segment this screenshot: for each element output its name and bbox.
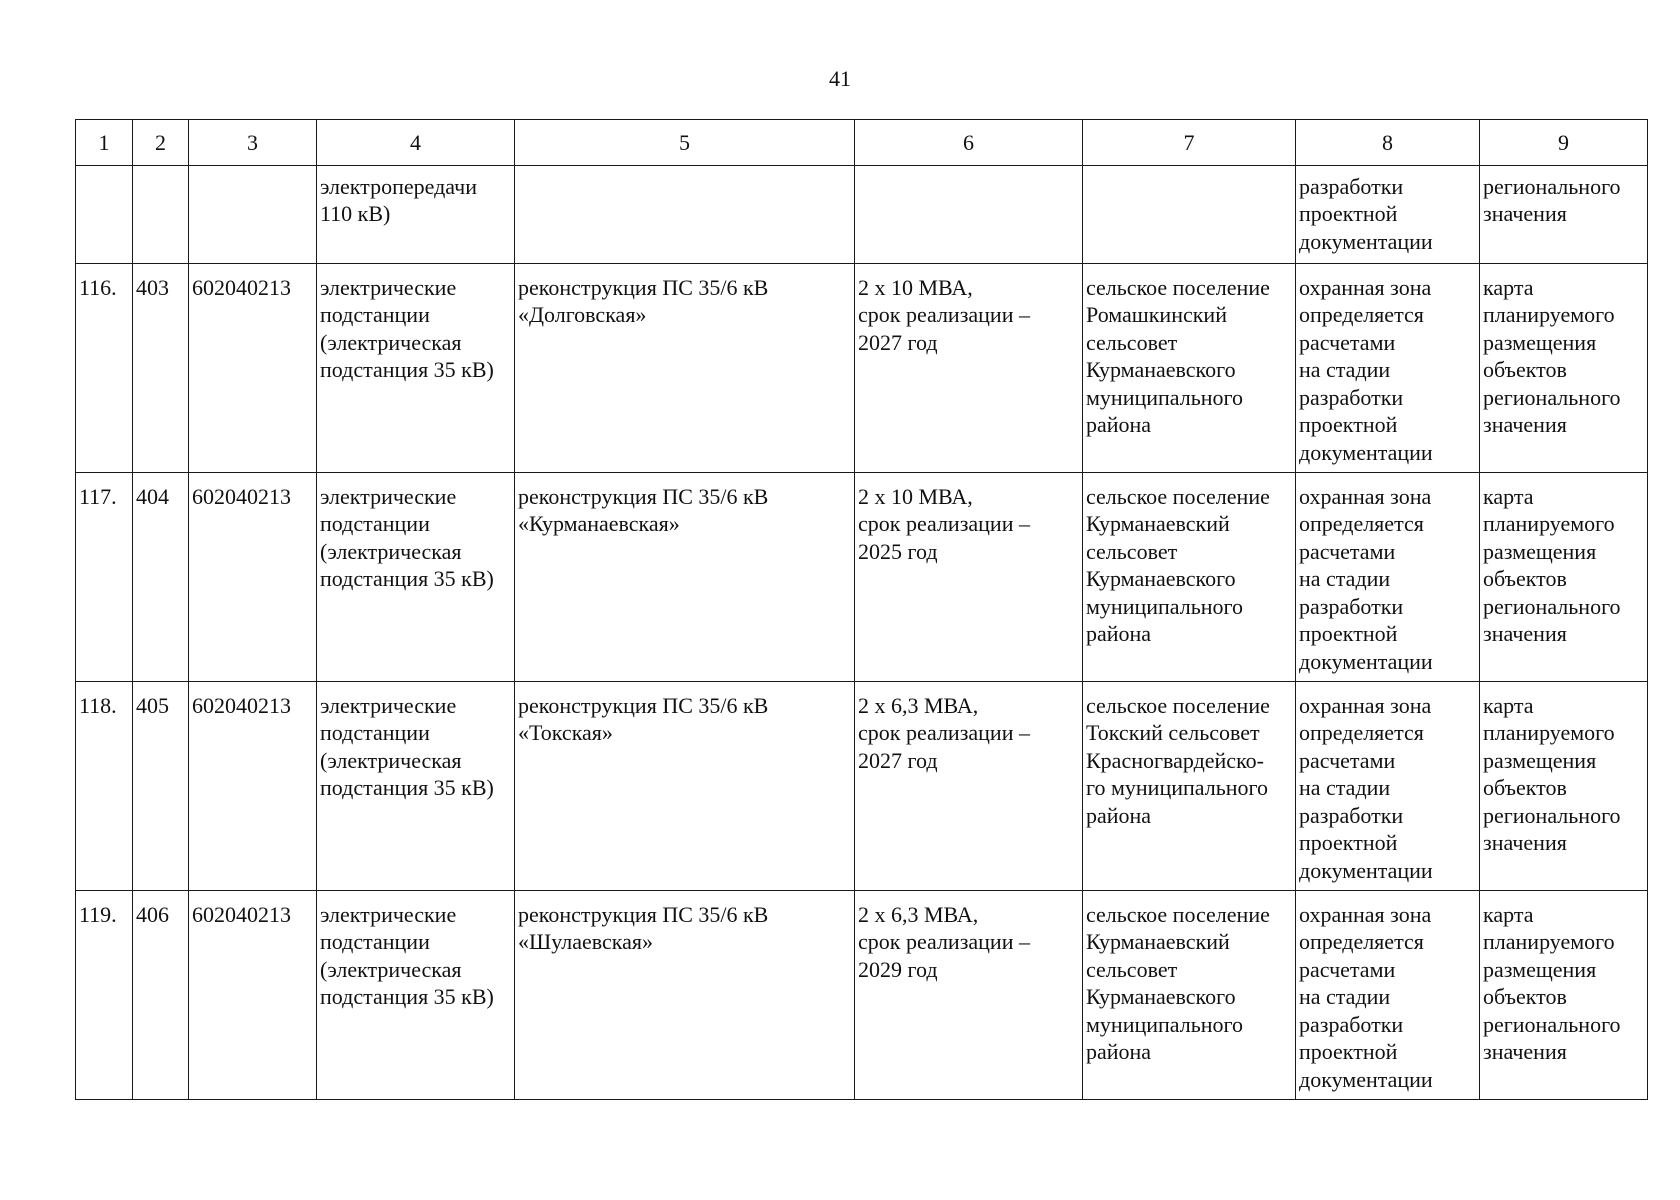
cell-text: реконструкция ПС 35/6 кВ «Токская» bbox=[518, 692, 769, 745]
table-cell bbox=[317, 165, 515, 263]
table-cell bbox=[515, 890, 855, 1099]
header-cell-8: 8 bbox=[1296, 120, 1480, 166]
cell-text: 2 х 10 МВА, срок реализации – 2025 год bbox=[858, 483, 1030, 564]
table-cell bbox=[133, 263, 189, 472]
table-cell bbox=[317, 681, 515, 890]
table-cell bbox=[855, 165, 1083, 263]
cell-text: 118. bbox=[79, 692, 117, 718]
table-cell bbox=[515, 472, 855, 681]
cell-text: 403 bbox=[136, 274, 169, 300]
cell-text: 119. bbox=[79, 901, 117, 927]
table-cell bbox=[317, 472, 515, 681]
cell-text: сельское поселение Токский сельсовет Красногвардейско- го муниципального района bbox=[1086, 692, 1270, 828]
table-cell bbox=[76, 890, 133, 1099]
table-row bbox=[76, 890, 1648, 1099]
table-cell bbox=[133, 472, 189, 681]
cell-text: реконструкция ПС 35/6 кВ «Шулаевская» bbox=[518, 901, 769, 954]
table-cell bbox=[189, 263, 317, 472]
table-cell bbox=[189, 890, 317, 1099]
header-cell-6: 6 bbox=[855, 120, 1083, 166]
cell-text: реконструкция ПС 35/6 кВ «Курманаевская» bbox=[518, 483, 769, 536]
table-cell bbox=[1480, 472, 1648, 681]
table-cell bbox=[189, 681, 317, 890]
cell-text: сельское поселение Ромашкинский сельсовет Курманаевского муниципального района bbox=[1086, 274, 1270, 437]
table-row bbox=[76, 681, 1648, 890]
table-cell bbox=[855, 472, 1083, 681]
table-cell bbox=[1083, 890, 1296, 1099]
table-cell bbox=[76, 681, 133, 890]
continuation-row bbox=[76, 165, 1648, 263]
cell-text: карта планируемого размещения объектов регионального значения bbox=[1483, 901, 1621, 1064]
cell-text: 2 х 6,3 МВА, срок реализации – 2029 год bbox=[858, 901, 1030, 982]
table-cell bbox=[1480, 263, 1648, 472]
table-cell bbox=[855, 681, 1083, 890]
table-cell bbox=[133, 681, 189, 890]
table-cell bbox=[189, 165, 317, 263]
cell-text: сельское поселение Курманаевский сельсовет Курманаевского муниципального района bbox=[1086, 483, 1270, 646]
cell-text: 406 bbox=[136, 901, 169, 927]
cell-text: электрические подстанции (электрическая подстанция 35 кВ) bbox=[320, 692, 494, 800]
cell-text: разработки проектной документации bbox=[1299, 173, 1433, 254]
table-cell bbox=[1083, 681, 1296, 890]
table-cell bbox=[515, 165, 855, 263]
table-cell bbox=[76, 472, 133, 681]
header-cell-4: 4 bbox=[317, 120, 515, 166]
table-cell bbox=[1296, 890, 1480, 1099]
cell-text: 602040213 bbox=[192, 692, 291, 718]
table-cell bbox=[133, 165, 189, 263]
table-row bbox=[76, 472, 1648, 681]
cell-text: 602040213 bbox=[192, 901, 291, 927]
cell-text: 404 bbox=[136, 483, 169, 509]
table-cell bbox=[189, 472, 317, 681]
table-cell bbox=[1480, 681, 1648, 890]
cell-text: охранная зона определяется расчетами на стадии разработки проектной документации bbox=[1299, 483, 1433, 674]
table-cell bbox=[1480, 890, 1648, 1099]
table-cell bbox=[1296, 165, 1480, 263]
table-cell bbox=[515, 681, 855, 890]
table-cell bbox=[1083, 165, 1296, 263]
cell-text: 2 х 10 МВА, срок реализации – 2027 год bbox=[858, 274, 1030, 355]
cell-text: карта планируемого размещения объектов регионального значения bbox=[1483, 692, 1621, 855]
table-cell bbox=[317, 890, 515, 1099]
header-cell-9: 9 bbox=[1480, 120, 1648, 166]
header-cell-2: 2 bbox=[133, 120, 189, 166]
cell-text: 2 х 6,3 МВА, срок реализации – 2027 год bbox=[858, 692, 1030, 773]
table-cell bbox=[1296, 681, 1480, 890]
table-cell bbox=[133, 890, 189, 1099]
table-cell bbox=[1083, 472, 1296, 681]
cell-text: 602040213 bbox=[192, 483, 291, 509]
header-cell-1: 1 bbox=[76, 120, 133, 166]
table-row bbox=[76, 263, 1648, 472]
cell-text: сельское поселение Курманаевский сельсовет Курманаевского муниципального района bbox=[1086, 901, 1270, 1064]
cell-text: электрические подстанции (электрическая подстанция 35 кВ) bbox=[320, 274, 494, 382]
table-cell bbox=[1480, 165, 1648, 263]
cell-text: 405 bbox=[136, 692, 169, 718]
cell-text: электропередачи 110 кВ) bbox=[320, 173, 477, 226]
data-table bbox=[75, 119, 1648, 1100]
header-cell-7: 7 bbox=[1083, 120, 1296, 166]
cell-text: электрические подстанции (электрическая подстанция 35 кВ) bbox=[320, 901, 494, 1009]
cell-text: карта планируемого размещения объектов регионального значения bbox=[1483, 483, 1621, 646]
cell-text: регионального значения bbox=[1483, 173, 1621, 226]
page-number: 41 bbox=[829, 66, 851, 91]
cell-text: охранная зона определяется расчетами на стадии разработки проектной документации bbox=[1299, 901, 1433, 1092]
table-cell bbox=[317, 263, 515, 472]
table-cell bbox=[76, 165, 133, 263]
cell-text: охранная зона определяется расчетами на стадии разработки проектной документации bbox=[1299, 692, 1433, 883]
table-cell bbox=[855, 890, 1083, 1099]
cell-text: электрические подстанции (электрическая подстанция 35 кВ) bbox=[320, 483, 494, 591]
cell-text: 602040213 bbox=[192, 274, 291, 300]
table-cell bbox=[1296, 472, 1480, 681]
table-cell bbox=[855, 263, 1083, 472]
header-row bbox=[76, 120, 1648, 166]
cell-text: реконструкция ПС 35/6 кВ «Долговская» bbox=[518, 274, 769, 327]
header-cell-5: 5 bbox=[515, 120, 855, 166]
header-cell-3: 3 bbox=[189, 120, 317, 166]
cell-text: карта планируемого размещения объектов регионального значения bbox=[1483, 274, 1621, 437]
table-cell bbox=[1296, 263, 1480, 472]
cell-text: охранная зона определяется расчетами на стадии разработки проектной документации bbox=[1299, 274, 1433, 465]
table-cell bbox=[1083, 263, 1296, 472]
table-cell bbox=[515, 263, 855, 472]
cell-text: 117. bbox=[79, 483, 117, 509]
cell-text: 116. bbox=[79, 274, 117, 300]
table-cell bbox=[76, 263, 133, 472]
